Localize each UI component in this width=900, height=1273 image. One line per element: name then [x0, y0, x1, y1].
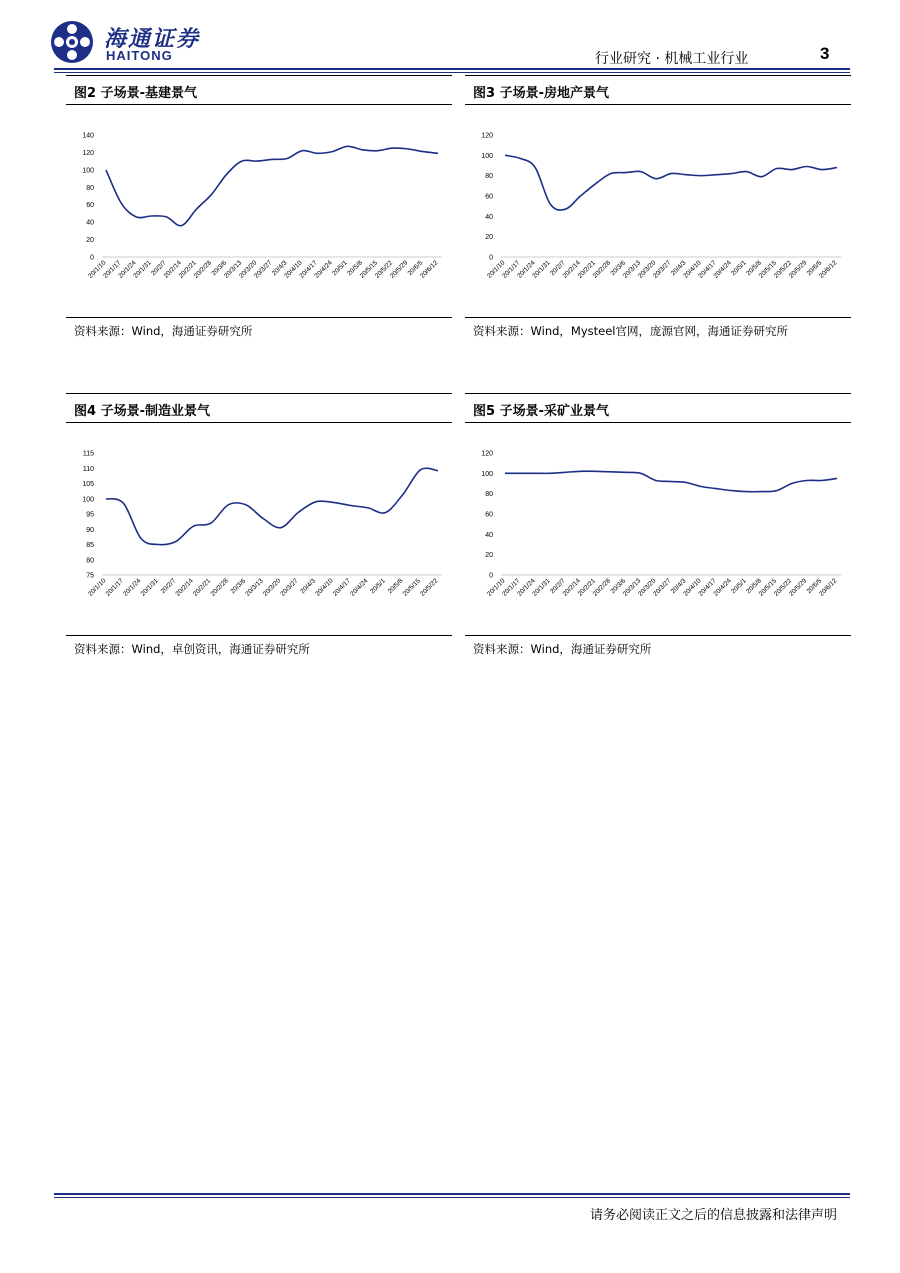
haitong-logo-icon	[50, 20, 94, 64]
page-header	[0, 0, 900, 80]
figure-5	[465, 393, 851, 661]
x-tick-label: 20/5/8	[386, 577, 405, 596]
chart-infrastructure	[66, 105, 452, 317]
figure-title	[66, 393, 452, 423]
y-tick-label: 80	[485, 173, 493, 181]
x-tick-label: 20/5/8	[745, 259, 763, 278]
x-tick-label: 20/6/12	[818, 577, 839, 598]
series-line	[505, 155, 837, 210]
x-tick-label: 20/2/7	[549, 577, 567, 596]
x-tick-label: 20/5/1	[730, 259, 748, 278]
x-tick-label: 20/4/3	[669, 259, 688, 278]
x-tick-label: 20/4/17	[298, 259, 319, 280]
figure-3	[465, 75, 851, 343]
x-tick-label: 20/3/6	[609, 259, 628, 278]
y-tick-label: 40	[86, 219, 94, 227]
x-tick-label: 20/3/13	[244, 577, 265, 598]
x-tick-label: 20/3/20	[637, 577, 658, 598]
x-tick-label: 20/5/22	[419, 577, 440, 598]
x-tick-label: 20/1/24	[117, 259, 138, 280]
x-tick-label: 20/1/17	[104, 577, 125, 598]
logo-chinese-text: 海通证券	[104, 26, 201, 52]
x-tick-label: 20/1/31	[139, 577, 160, 598]
x-tick-label: 20/4/10	[682, 259, 703, 280]
logo-english-text: HAITONG	[106, 48, 173, 63]
x-tick-label: 20/3/27	[253, 259, 274, 280]
x-tick-label: 20/2/14	[162, 259, 183, 280]
x-tick-label: 20/3/13	[621, 259, 643, 280]
haitong-logo	[50, 20, 210, 68]
y-tick-label: 120	[82, 149, 94, 157]
x-tick-label: 20/5/22	[772, 259, 794, 280]
x-tick-label: 20/2/21	[576, 577, 597, 598]
x-tick-label: 20/2/14	[561, 577, 582, 598]
x-tick-label: 20/1/10	[486, 259, 507, 280]
x-tick-label: 20/6/12	[818, 259, 839, 280]
footer-rule-thin	[54, 1197, 850, 1198]
x-tick-label: 20/2/7	[150, 259, 168, 278]
y-tick-label: 105	[82, 481, 94, 488]
y-tick-label: 85	[86, 542, 94, 549]
page-number: 3	[820, 44, 830, 63]
x-tick-label: 20/4/24	[313, 259, 334, 280]
x-tick-label: 20/2/28	[209, 577, 230, 598]
x-tick-label: 20/4/17	[697, 259, 718, 280]
header-rule	[54, 68, 850, 70]
x-tick-label: 20/5/8	[346, 259, 364, 278]
x-tick-label: 20/3/6	[609, 577, 628, 596]
figure-title	[465, 393, 851, 423]
figure-title-text: 图4 子场景-制造业景气	[74, 404, 210, 419]
x-tick-label: 20/1/17	[102, 259, 123, 280]
x-tick-label: 20/2/28	[591, 577, 613, 598]
y-tick-label: 60	[485, 511, 493, 519]
x-tick-label: 20/4/17	[697, 577, 718, 598]
y-tick-label: 100	[82, 167, 94, 175]
x-tick-label: 20/2/7	[159, 577, 178, 596]
y-tick-label: 120	[481, 450, 493, 458]
figure-title-text: 图5 子场景-采矿业景气	[473, 404, 609, 419]
x-tick-label: 20/5/22	[772, 577, 794, 598]
x-tick-label: 20/1/10	[87, 577, 108, 598]
x-tick-label: 20/6/5	[805, 577, 824, 596]
x-tick-label: 20/1/17	[501, 259, 522, 280]
x-tick-label: 20/4/24	[712, 577, 733, 598]
figure-source	[66, 635, 452, 656]
y-tick-label: 90	[86, 526, 94, 534]
y-tick-label: 100	[82, 496, 94, 504]
x-tick-label: 20/6/12	[419, 259, 440, 280]
figure-title	[66, 75, 452, 105]
x-tick-label: 20/5/15	[358, 259, 380, 280]
y-tick-label: 75	[86, 572, 94, 580]
figure-title-text: 图2 子场景-基建景气	[74, 86, 197, 101]
y-tick-label: 0	[489, 572, 493, 580]
y-tick-label: 80	[86, 184, 94, 192]
x-tick-label: 20/3/27	[279, 577, 300, 598]
y-tick-label: 140	[82, 132, 94, 140]
x-tick-label: 20/5/29	[787, 577, 809, 598]
x-tick-label: 20/3/13	[222, 259, 244, 280]
y-tick-label: 60	[485, 193, 493, 201]
x-tick-label: 20/5/1	[331, 259, 349, 278]
x-tick-label: 20/3/20	[238, 259, 259, 280]
figure-source	[465, 317, 851, 338]
figure-source	[66, 317, 452, 338]
y-tick-label: 110	[82, 465, 94, 473]
x-tick-label: 20/1/31	[531, 577, 552, 598]
x-tick-label: 20/2/14	[174, 577, 195, 598]
y-tick-label: 95	[86, 511, 94, 519]
x-tick-label: 20/3/6	[229, 577, 248, 596]
figure-source-text: 资料来源：Wind，Mysteel官网，庞源官网，海通证券研究所	[473, 324, 788, 338]
y-tick-label: 20	[485, 552, 493, 560]
y-tick-label: 0	[90, 254, 94, 262]
x-tick-label: 20/4/3	[270, 259, 289, 278]
x-tick-label: 20/6/5	[406, 259, 425, 278]
x-tick-label: 20/2/21	[576, 259, 597, 280]
x-tick-label: 20/5/1	[369, 577, 387, 596]
x-tick-label: 20/5/22	[373, 259, 395, 280]
y-tick-label: 120	[481, 132, 493, 140]
x-tick-label: 20/2/28	[591, 259, 613, 280]
report-section: 行业研究 · 机械工业行业	[595, 51, 749, 67]
x-tick-label: 20/4/24	[712, 259, 733, 280]
x-tick-label: 20/2/14	[561, 259, 582, 280]
figure-4	[66, 393, 452, 661]
y-tick-label: 115	[82, 450, 94, 458]
figure-source	[465, 635, 851, 656]
chart-manufacturing	[66, 423, 452, 635]
figure-2	[66, 75, 452, 343]
figure-title	[465, 75, 851, 105]
x-tick-label: 20/1/24	[516, 577, 537, 598]
x-tick-label: 20/2/7	[549, 259, 567, 278]
y-tick-label: 20	[86, 237, 94, 245]
x-tick-label: 20/6/5	[805, 259, 824, 278]
x-tick-label: 20/2/21	[177, 259, 198, 280]
y-tick-label: 100	[481, 152, 493, 160]
x-tick-label: 20/4/3	[669, 577, 688, 596]
x-tick-label: 20/1/17	[501, 577, 522, 598]
x-tick-label: 20/5/15	[757, 577, 779, 598]
y-tick-label: 20	[485, 234, 493, 242]
series-line	[106, 468, 438, 544]
x-tick-label: 20/3/20	[261, 577, 283, 598]
figure-source-text: 资料来源：Wind，海通证券研究所	[473, 642, 652, 656]
x-tick-label: 20/5/29	[388, 259, 410, 280]
x-tick-label: 20/1/24	[122, 577, 143, 598]
x-tick-label: 20/3/13	[621, 577, 643, 598]
figure-source-text: 资料来源：Wind，卓创资讯，海通证券研究所	[74, 642, 310, 656]
x-tick-label: 20/5/15	[757, 259, 779, 280]
x-tick-label: 20/4/10	[283, 259, 304, 280]
x-tick-label: 20/3/6	[210, 259, 229, 278]
y-tick-label: 100	[481, 470, 493, 478]
footer-rule	[54, 1193, 850, 1195]
x-tick-label: 20/4/3	[299, 577, 318, 596]
x-tick-label: 20/3/20	[637, 259, 658, 280]
x-tick-label: 20/1/31	[531, 259, 552, 280]
y-tick-label: 40	[485, 531, 493, 539]
y-tick-label: 80	[485, 491, 493, 499]
x-tick-label: 20/4/24	[349, 577, 370, 598]
x-tick-label: 20/1/31	[132, 259, 153, 280]
x-tick-label: 20/1/10	[486, 577, 507, 598]
x-tick-label: 20/4/17	[331, 577, 353, 598]
y-tick-label: 0	[489, 254, 493, 262]
figure-source-text: 资料来源：Wind，海通证券研究所	[74, 324, 253, 338]
chart-real-estate	[465, 105, 851, 317]
x-tick-label: 20/4/10	[682, 577, 703, 598]
footer-disclaimer: 请务必阅读正文之后的信息披露和法律声明	[590, 1208, 838, 1223]
x-tick-label: 20/3/27	[652, 577, 673, 598]
y-tick-label: 80	[86, 557, 94, 565]
y-tick-label: 40	[485, 213, 493, 221]
x-tick-label: 20/2/28	[192, 259, 214, 280]
x-tick-label: 20/5/8	[745, 577, 763, 596]
figure-title-text: 图3 子场景-房地产景气	[473, 86, 609, 101]
x-tick-label: 20/4/10	[314, 577, 335, 598]
chart-mining	[465, 423, 851, 635]
x-tick-label: 20/3/27	[652, 259, 673, 280]
series-line	[106, 146, 438, 225]
x-tick-label: 20/5/15	[401, 577, 422, 598]
x-tick-label: 20/1/24	[516, 259, 537, 280]
y-tick-label: 60	[86, 202, 94, 210]
header-rule-thin	[54, 72, 850, 73]
x-tick-label: 20/1/10	[87, 259, 108, 280]
x-tick-label: 20/2/21	[191, 577, 213, 598]
x-tick-label: 20/5/1	[730, 577, 748, 596]
x-tick-label: 20/5/29	[787, 259, 809, 280]
